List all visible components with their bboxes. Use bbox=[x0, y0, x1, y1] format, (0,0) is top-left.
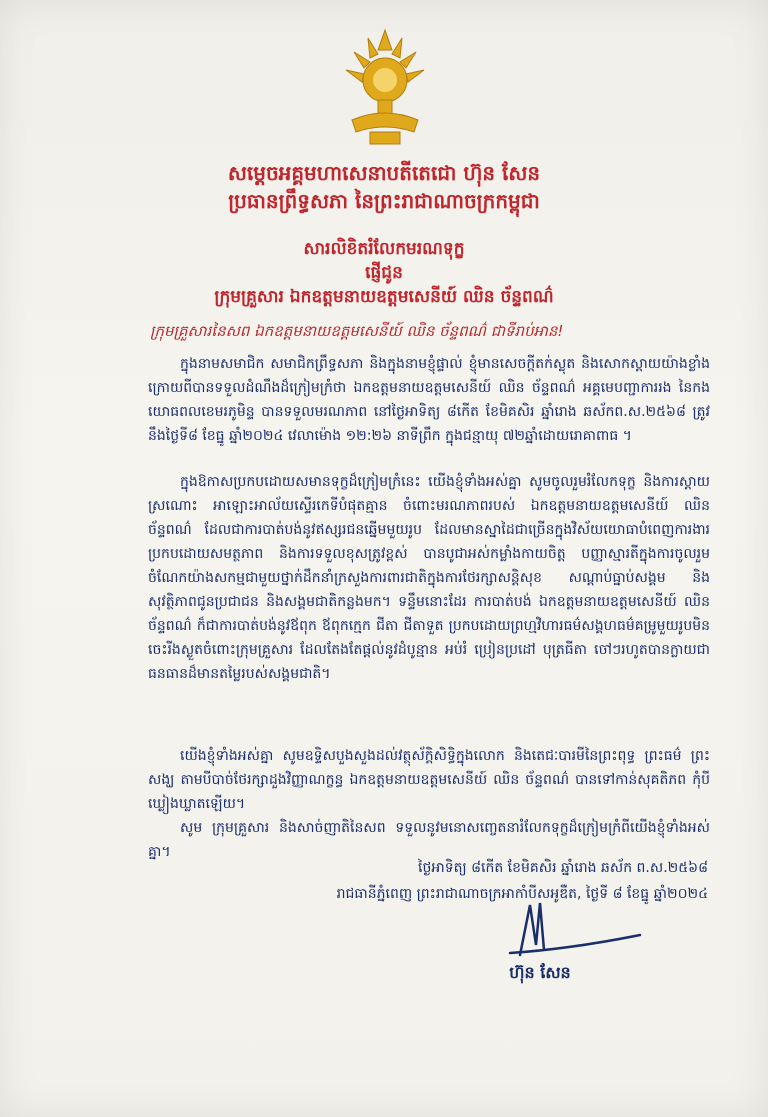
signatory-name: ហ៊ុន សែន bbox=[509, 963, 571, 982]
letter-title: សារលិខិតរំលែកមរណទុក្ខ bbox=[303, 239, 465, 259]
letter-subtitle-to: ផ្ញើជូន bbox=[365, 263, 403, 283]
lunar-date: ថ្ងៃអាទិត្យ ៨កើត ខែមិគសិរ ឆ្នាំរោង ឆស័ក ព.ស.២៥៦៨ bbox=[418, 860, 708, 876]
solar-date: រាជធានីភ្នំពេញ ព្រះរាជាណាចក្រអាកាំបីសអូឌឺត, ថ្ងៃទី ៨ ខែធ្នូ ឆ្នាំ២០២៤ bbox=[336, 886, 708, 902]
senate-emblem-icon bbox=[340, 28, 430, 148]
header-line-1: សម្តេចអគ្គមហាសេនាបតីតេជោ ហ៊ុន សែន bbox=[227, 161, 541, 185]
header-line-2: ប្រធានព្រឹទ្ធសភា នៃព្រះរាជាណាចក្រកម្ពុជា bbox=[228, 189, 540, 213]
paragraph-2: ក្នុងឱកាសប្រកបដោយសមានទុក្ខដ៏ក្រៀមក្រំនេះ យើងខ្ញុំទាំងអស់គ្នា សូមចូលរួមរំលែកទុក្ខ និងការស្តាយស្រណោះ អាឡោះអាល័យស្ទើរកេទីបំផុតគ្មាន ចំពោះមរណភាពរបស់ ឯកឧត្តមនាយឧត្តមសេនីយ៍ ឈិន ច័ន្ទពណ៌ ដែលជាការបាត់បង់នូវឥស្សរជនឆ្នើមមួយរូប ដែលមានស្នាដៃជាច្រើនក្នុងវិស័យយោធាបំពេញការងារប្រកបដោយសមត្ថភាព និងការទទួលខុសត្រូវខ្ពស់ បានបូជាអស់កម្លាំងកាយចិត្ត បញ្ញាស្មារតីក្នុងការចូលរួមចំណែកយ៉ាងសកម្មជាមួយថ្នាក់ដឹកនាំក្រសួងការពារជាតិក្នុងការថែរក្សាសន្តិសុខ សណ្តាប់ធ្នាប់សង្គម និងសុវត្ថិភាពជូនប្រជាជន និងសង្គមជាតិកន្លងមក។ ទន្ទឹមនោះដែរ ការបាត់បង់ ឯកឧត្តមនាយឧត្តមសេនីយ៍ ឈិន ច័ន្ទពណ៌ ក៏ជាការបាត់បង់នូវឪពុក ឪពុកក្មេក ជីតា ជីតាទួត ប្រកបដោយព្រហ្មវិហារធម៌សង្គហធម៌គម្រូមួយរូបមិនចេះរីងស្ងួតចំពោះក្រុមគ្រួសារ ដែលតែងតែផ្តល់នូវដំបូន្មាន អប់រំ ប្រៀនប្រដៅ បុត្រធីតា ចៅៗរហូតបានក្លាយជាធនធានដ៏មានតម្លៃរបស់សង្គមជាតិ។ bbox=[148, 474, 710, 682]
paragraph-3: យើងខ្ញុំទាំងអស់គ្នា សូមឧទ្ទិសបួងសួងដល់វត្ថុស័ក្តិសិទ្ធិក្នុងលោក និងតេជៈបារមីនៃព្រះពុទ្ធ ព្រះធម៌ ព្រះសង្ឃ តាមបីបាច់ថែរក្សាដួងវិញ្ញាណក្ខន្ធ ឯកឧត្តមនាយឧត្តមសេនីយ៍ ឈិន ច័ន្ទពណ៌ បានទៅកាន់សុគតិភព កុំបីឃ្លៀងឃ្លាតឡើយ។ bbox=[148, 748, 710, 812]
paragraph-1: ក្នុងនាមសមាជិក សមាជិកព្រឹទ្ធសភា និងក្នុងនាមខ្ញុំផ្ទាល់ ខ្ញុំមានសេចក្តីតក់ស្លុត និងសោកស្តាយយ៉ាងខ្លាំងក្រោយពីបានទទួលដំណឹងដ៏ក្រៀមក្រំថា ឯកឧត្តមនាយឧត្តមសេនីយ៍ ឈិន ច័ន្ទពណ៌ អគ្គមេបញ្ជាការរង នៃកងយោធពលខេមរភូមិន្ទ បានទទួលមរណភាព នៅថ្ងៃអាទិត្យ ៨កើត ខែមិគសិរ ឆ្នាំរោង ឆស័កព.ស.២៥៦៨ ត្រូវនឹងថ្ងៃទី៨ ខែធ្នូ ឆ្នាំ២០២៤ វេលាម៉ោង ១២:២៦ នាទីព្រឹក ក្នុងជន្មាយុ ៧២ឆ្នាំដោយរោគាពាធ ។ bbox=[148, 356, 710, 444]
handwritten-signature bbox=[500, 895, 650, 965]
letter-recipient: ក្រុមគ្រួសារ ឯកឧត្តមនាយឧត្តមសេនីយ៍ ឈិន ច័ន្ទពណ៌ bbox=[214, 287, 554, 307]
paragraph-4: សូម ក្រុមគ្រួសារ និងសាច់ញាតិនៃសព ទទួលនូវមនោសញ្ចេតនារំលែកទុក្ខដ៏ក្រៀមក្រំពីយើងខ្ញុំទាំងអស់គ្នា។ bbox=[148, 820, 710, 860]
salutation: ក្រុមគ្រួសារនៃសព ឯកឧត្តមនាយឧត្តមសេនីយ៍ ឈិន ច័ន្ទពណ៌ ជាទីរាប់អាន! bbox=[150, 322, 564, 340]
